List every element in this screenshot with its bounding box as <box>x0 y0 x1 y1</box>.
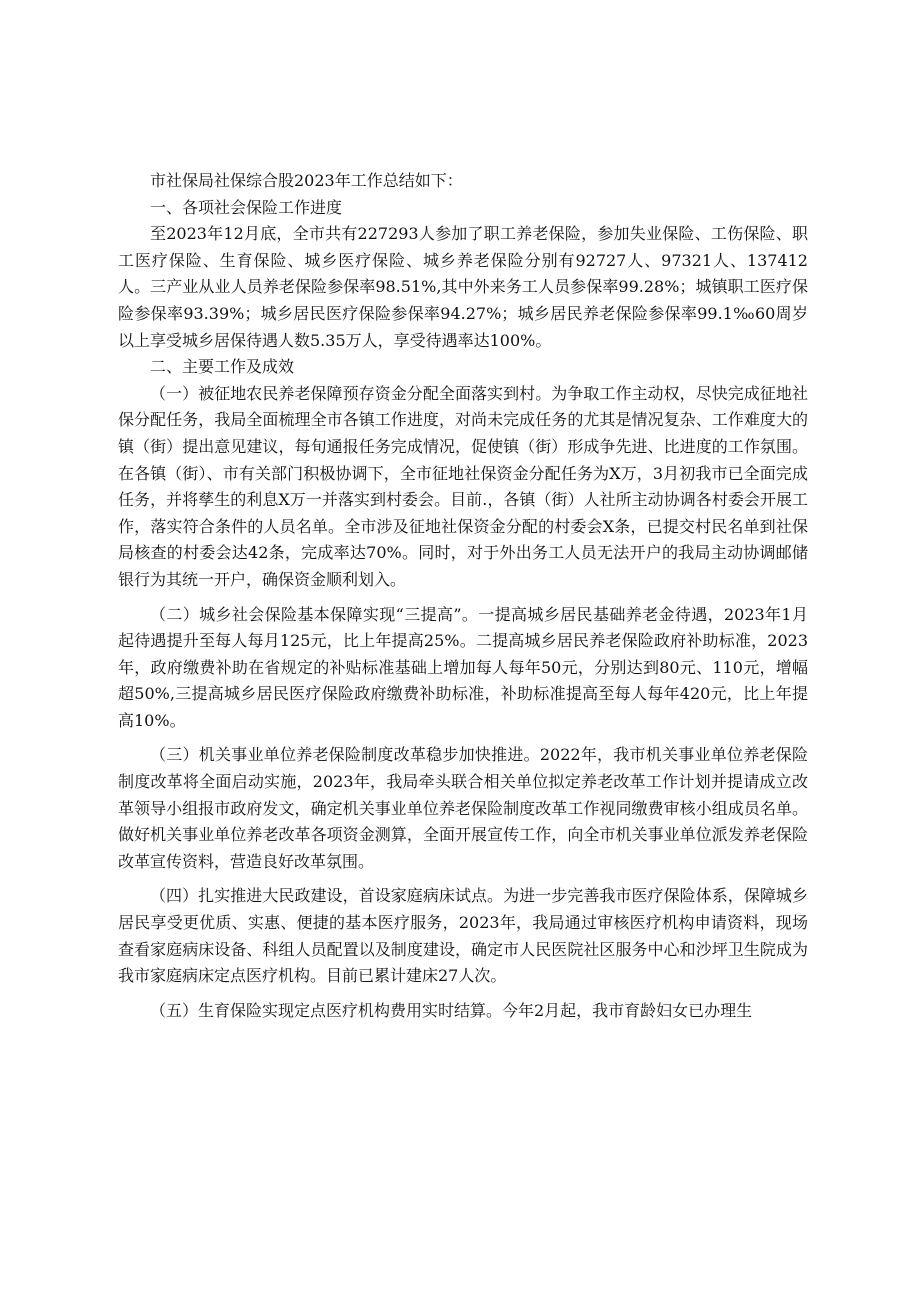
intro-line: 市社保局社保综合股2023年工作总结如下： <box>150 171 463 190</box>
document-body <box>118 168 808 1024</box>
section-heading-achievements: 二、主要工作及成效 <box>150 357 295 377</box>
paragraph-item-1: （一）被征地农民养老保障预存资金分配全面落实到村。为争取工作主动权，尽快完成征地社保分配任务，我局全面梳理全市各镇工作进度，对尚未完成任务的尤其是情况复杂、工作难度大的镇（街）提出意见建议，每旬通报任务完成情况，促使镇（街）形成争先进、比进度的工作氛围。在各镇（街）、市有关部门积极协调下，全市征地社保资金分配任务为X万，3月初我市已全面完成任务，并将孳生的利息X万一并落实到村委会。目前.，各镇（街）人社所主动协调各村委会开展工作，落实符合条件的人员名单。全市涉及征地社保资金分配的村委会X条，已提交村民名单到社保局核查的村委会达42条，完成率达70%。同时，对于外出务工人员无法开户的我局主动协调邮储银行为其统一开户，确保资金顺利划入。 <box>118 383 808 589</box>
paragraph-item-3: （三）机关事业单位养老保险制度改革稳步加快推进。2022年，我市机关事业单位养老保险制度改革将全面启动实施，2023年，我局牵头联合相关单位拟定养老改革工作计划并提请成立改革领导小组报市政府发文，确定机关事业单位养老保险制度改革工作视同缴费审核小组成员名单。做好机关事业单位养老改革各项资金测算，全面开展宣传工作，向全市机关事业单位派发养老保险改革宣传资料，营造良好改革氛围。 <box>118 745 808 871</box>
paragraph-item-5: （五）生育保险实现定点医疗机构费用实时结算。今年2月起，我市育龄妇女已办理生 <box>150 1000 753 1020</box>
paragraph-item-2: （二）城乡社会保险基本保障实现“三提高”。一提高城乡居民基础养老金待遇，2023年1月起待遇提升至每人每月125元，比上年提高25%。二提高城乡居民养老保险政府补助标准，2023年，政府缴费补助在省规定的补贴标准基础上增加每人每年50元，分别达到80元、110元，增幅超50%,三提高城乡居民医疗保险政府缴费补助标准，补助标准提高至每人每年420元，比上年提高10%。 <box>118 604 808 730</box>
paragraph-insurance-progress: 至2023年12月底，全市共有227293人参加了职工养老保险，参加失业保险、工伤保险、职工医疗保险、生育保险、城乡医疗保险、城乡养老保险分别有92727人、97321人、137412人。三产业从业人员养老保险参保率98.51%,其中外来务工人员参保率99.28%；城镇职工医疗保险参保率93.39%；城乡居民医疗保险参保率94.27%；城乡居民养老保险参保率99.1‰60周岁以上享受城乡居保待遇人数5.35万人，享受待遇率达100%。 <box>118 224 808 350</box>
paragraph-item-4: （四）扎实推进大民政建设，首设家庭病床试点。为进一步完善我市医疗保险体系，保障城乡居民享受更优质、实惠、便捷的基本医疗服务，2023年，我局通过审核医疗机构申请资料，现场查看家庭病床设备、科组人员配置以及制度建设，确定市人民医院社区服务中心和沙坪卫生院成为我市家庭病床定点医疗机构。目前已累计建床27人次。 <box>118 886 808 986</box>
section-heading-progress: 一、各项社会保险工作进度 <box>150 197 343 217</box>
